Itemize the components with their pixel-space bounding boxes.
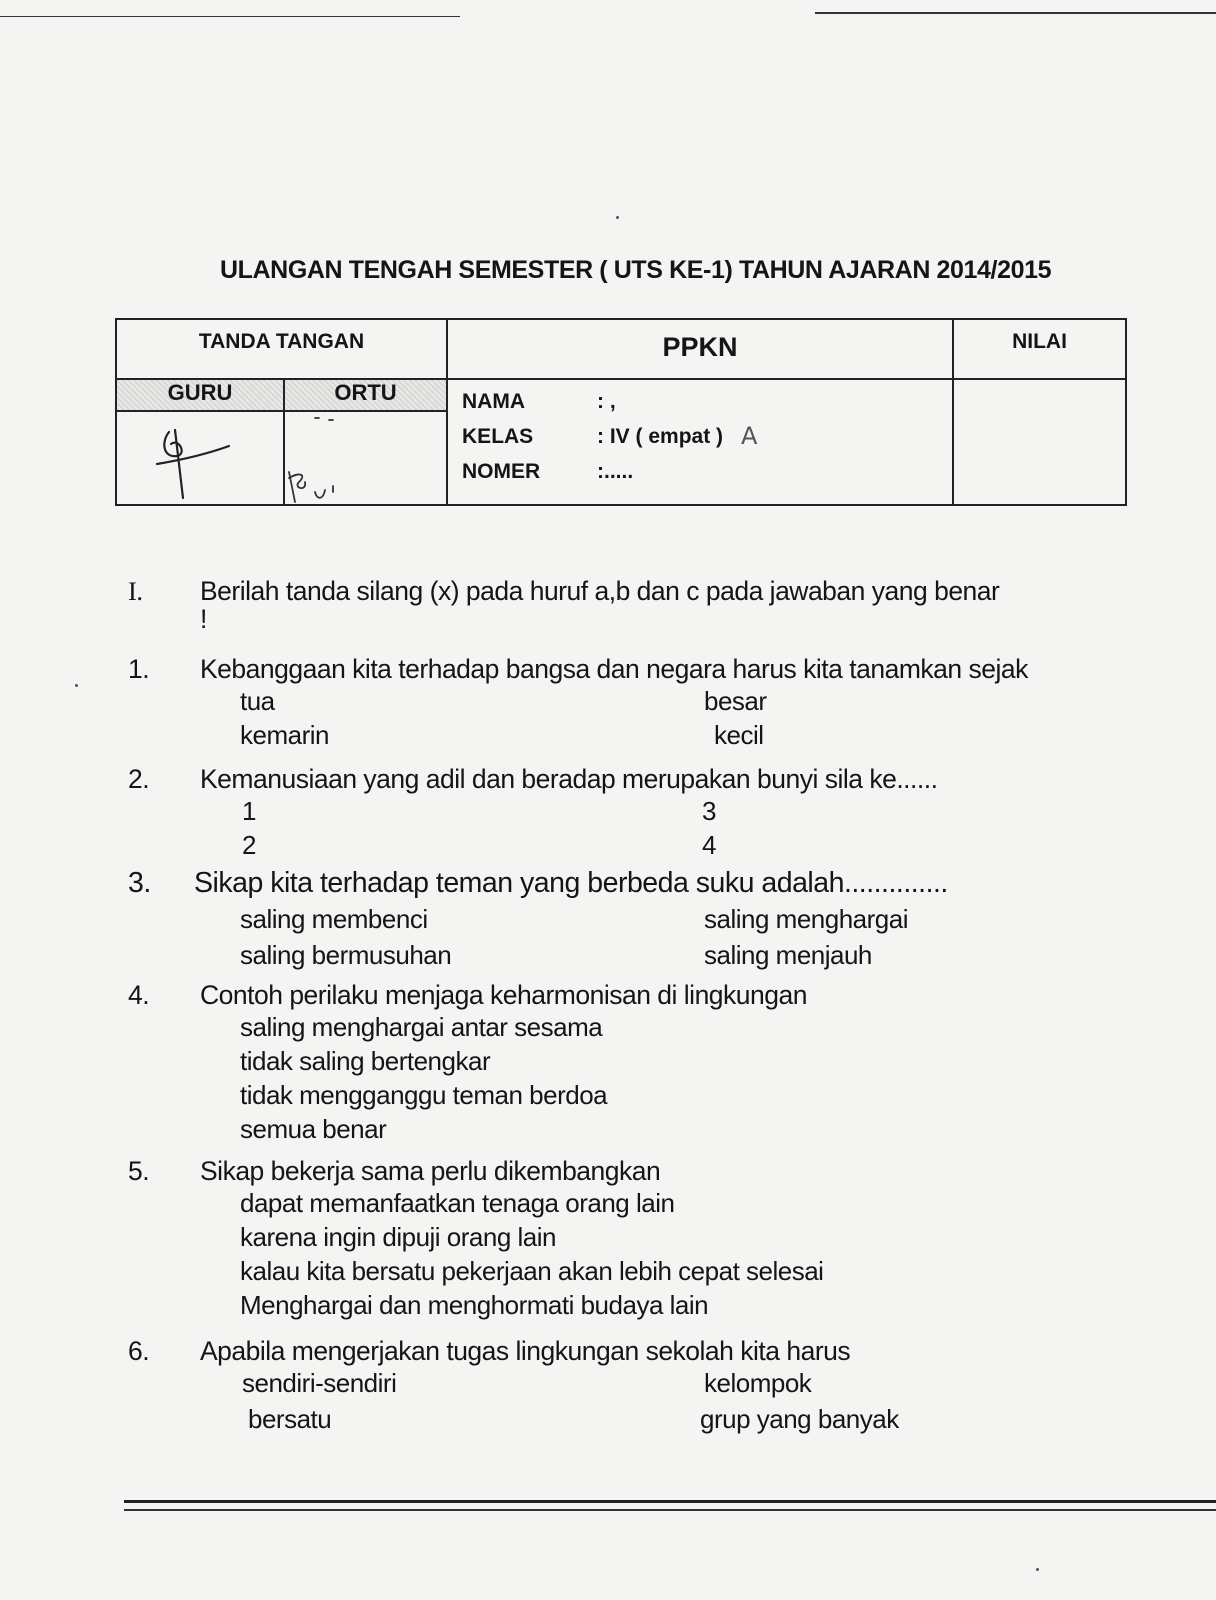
field-nomer xyxy=(462,454,938,489)
option: 2 xyxy=(242,830,256,860)
field-label: NOMER xyxy=(462,460,541,483)
option: kecil xyxy=(714,720,764,750)
handwritten-class-letter: A xyxy=(741,422,758,450)
option: semua benar xyxy=(240,1114,387,1144)
option: tidak saling bertengkar xyxy=(240,1046,491,1076)
question-number: 2. xyxy=(128,764,150,794)
student-info xyxy=(447,379,953,505)
signature-header: TANDA TANGAN xyxy=(116,319,447,379)
option: saling menghargai antar sesama xyxy=(240,1012,603,1042)
field-kelas xyxy=(462,419,938,454)
option: tua xyxy=(240,686,275,716)
question-number: 6. xyxy=(128,1336,150,1366)
scan-speck xyxy=(75,684,78,687)
header-table xyxy=(115,318,1127,506)
question-number: 5. xyxy=(128,1156,150,1186)
question-number: 4. xyxy=(128,980,150,1010)
question-number: 1. xyxy=(128,654,150,684)
field-label: NAMA xyxy=(462,390,526,413)
option: dapat memanfaatkan tenaga orang lain xyxy=(240,1188,675,1218)
guru-label: GURU xyxy=(116,379,284,411)
option: sendiri-sendiri xyxy=(242,1368,397,1398)
field-value: :..... xyxy=(597,460,634,483)
section-number: I. xyxy=(128,576,143,606)
field-label: KELAS xyxy=(462,425,534,448)
ortu-label: ORTU xyxy=(284,379,447,411)
option: saling bermusuhan xyxy=(240,940,452,970)
option: Menghargai dan menghormati budaya lain xyxy=(240,1290,709,1320)
question-text: Sikap bekerja sama perlu dikembangkan xyxy=(200,1156,661,1186)
option: 4 xyxy=(702,830,716,860)
option: karena ingin dipuji orang lain xyxy=(240,1222,557,1252)
instruction-end: ! xyxy=(200,604,207,634)
field-value: : IV ( empat ) xyxy=(597,425,724,448)
ortu-signature-box xyxy=(284,411,447,505)
option: 3 xyxy=(702,796,716,826)
question-text: Kemanusiaan yang adil dan beradap merupakan bunyi sila ke...... xyxy=(200,764,938,794)
question-text: Kebanggaan kita terhadap bangsa dan negara harus kita tanamkan sejak xyxy=(200,654,1028,684)
option: kalau kita bersatu pekerjaan akan lebih cepat selesai xyxy=(240,1256,824,1286)
option: 1 xyxy=(242,796,256,826)
field-nama xyxy=(462,384,938,419)
bottom-rule xyxy=(124,1500,1216,1511)
option: besar xyxy=(704,686,767,716)
instruction-text: Berilah tanda silang (x) pada huruf a,b dan c pada jawaban yang benar xyxy=(200,576,1000,606)
option: tidak mengganggu teman berdoa xyxy=(240,1080,608,1110)
scan-edge-line-left xyxy=(0,16,460,17)
option: kemarin xyxy=(240,720,329,750)
scan-speck xyxy=(1036,1568,1039,1571)
field-value: : , xyxy=(597,390,616,413)
guru-signature-box xyxy=(116,411,284,505)
score-header: NILAI xyxy=(953,319,1126,379)
scan-speck xyxy=(616,216,619,219)
option: saling menjauh xyxy=(704,940,872,970)
option: grup yang banyak xyxy=(700,1404,899,1434)
question-text: Apabila mengerjakan tugas lingkungan sekolah kita harus xyxy=(200,1336,851,1366)
ortu-signature xyxy=(285,412,446,504)
question-text: Sikap kita terhadap teman yang berbeda suku adalah.............. xyxy=(194,867,948,899)
score-box xyxy=(953,379,1126,505)
guru-signature xyxy=(117,412,283,504)
exam-title: ULANGAN TENGAH SEMESTER ( UTS KE-1) TAHUN AJARAN 2014/2015 xyxy=(220,256,1052,284)
scan-edge-line-right xyxy=(815,12,1216,14)
option: saling menghargai xyxy=(704,904,908,934)
question-number: 3. xyxy=(128,867,151,899)
subject-header: PPKN xyxy=(447,319,953,379)
option: bersatu xyxy=(248,1404,332,1434)
option: kelompok xyxy=(704,1368,812,1398)
option: saling membenci xyxy=(240,904,428,934)
question-text: Contoh perilaku menjaga keharmonisan di lingkungan xyxy=(200,980,807,1010)
